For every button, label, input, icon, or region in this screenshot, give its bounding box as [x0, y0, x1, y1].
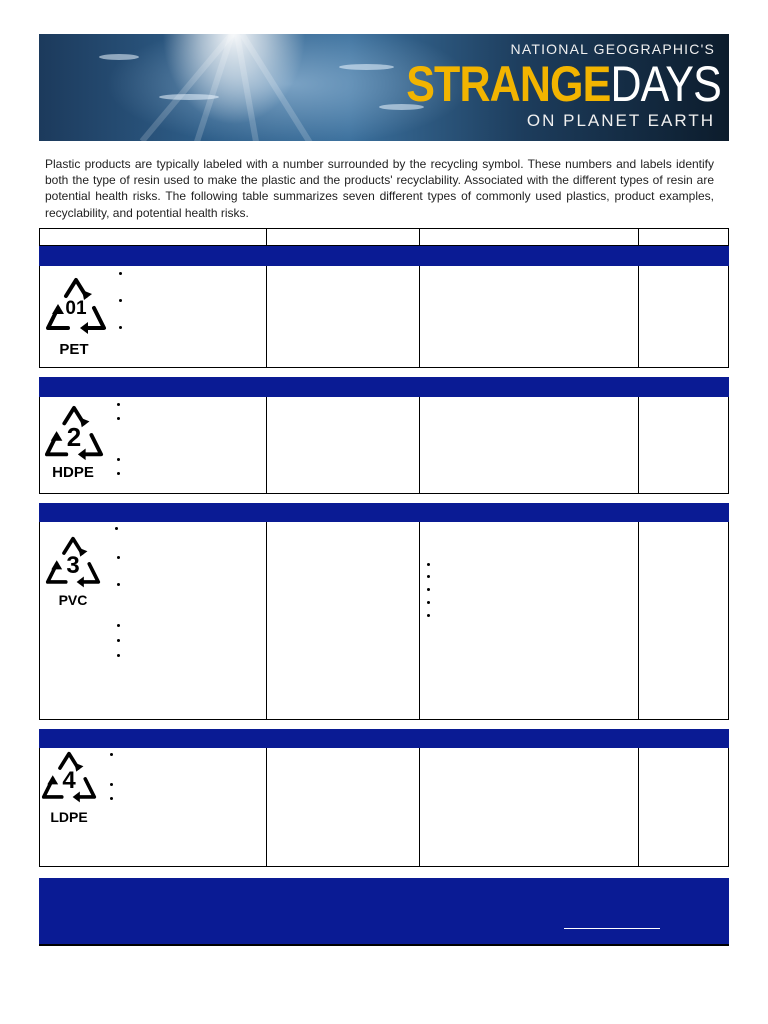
section-bar-pet — [39, 246, 729, 266]
resin-code-abbr: LDPE — [50, 809, 88, 825]
column-divider — [638, 748, 639, 866]
bullet-marker — [117, 556, 120, 559]
header-banner — [39, 34, 729, 141]
cloud-glint — [159, 94, 219, 100]
bullet-marker — [117, 583, 120, 586]
resin-code-abbr: HDPE — [52, 464, 94, 481]
column-divider — [638, 397, 639, 493]
bullet-marker — [110, 753, 113, 756]
bullet-marker — [119, 299, 122, 302]
bullet-marker — [110, 783, 113, 786]
bullet-marker — [117, 417, 120, 420]
bullet-marker — [117, 654, 120, 657]
light-ray — [140, 34, 235, 141]
resin-code-pvc — [43, 535, 103, 613]
column-divider — [266, 229, 267, 245]
column-divider — [419, 229, 420, 245]
bullet-marker — [117, 458, 120, 461]
brand-logo — [355, 42, 721, 129]
bullet-marker — [119, 326, 122, 329]
bullet-marker — [117, 403, 120, 406]
bullet-marker — [117, 472, 120, 475]
column-divider — [266, 522, 267, 719]
brand-subtitle: ON PLANET EARTH — [526, 111, 715, 130]
resin-code-abbr: PVC — [58, 592, 88, 608]
column-divider — [419, 266, 420, 367]
bullet-marker — [427, 563, 430, 566]
publisher-name: NATIONAL GEOGRAPHIC'S — [510, 41, 715, 57]
table-header-row — [39, 228, 729, 246]
resin-code-number: 01 — [65, 298, 87, 319]
resin-code-pet — [44, 276, 108, 362]
cloud-glint — [99, 54, 139, 60]
section-bar-ldpe — [39, 729, 729, 748]
resin-code-number: 2 — [66, 422, 82, 452]
section-bar-pvc — [39, 503, 729, 522]
column-divider — [266, 266, 267, 367]
column-divider — [266, 397, 267, 493]
column-divider — [638, 266, 639, 367]
section-row-pvc — [39, 522, 729, 720]
section-row-pet — [39, 266, 729, 368]
bullet-marker — [115, 527, 118, 530]
bullet-marker — [110, 797, 113, 800]
link-underline[interactable] — [564, 928, 660, 929]
resin-code-abbr: PET — [59, 341, 89, 358]
resin-code-number: 4 — [62, 767, 76, 794]
bullet-marker — [117, 639, 120, 642]
bullet-marker — [427, 614, 430, 617]
section-row-hdpe — [39, 397, 729, 494]
column-divider — [638, 522, 639, 719]
column-divider — [419, 522, 420, 719]
column-divider — [638, 229, 639, 245]
section-bar-hdpe — [39, 377, 729, 397]
column-divider — [266, 748, 267, 866]
bullet-marker — [117, 624, 120, 627]
bullet-marker — [427, 575, 430, 578]
resin-code-ldpe — [40, 750, 98, 828]
light-ray — [186, 34, 235, 141]
column-divider — [419, 748, 420, 866]
column-divider — [419, 397, 420, 493]
bullet-marker — [427, 588, 430, 591]
resin-code-number: 3 — [66, 552, 80, 579]
bullet-marker — [119, 272, 122, 275]
brand-title-days: DAYS — [610, 56, 721, 112]
brand-title — [406, 56, 721, 112]
bullet-marker — [427, 601, 430, 604]
section-row-ldpe — [39, 748, 729, 867]
brand-title-strange: STRANGE — [406, 56, 611, 112]
intro-paragraph: Plastic products are typically labeled with a number surrounded by the recycling symbol. These numbers and labels identify both the type of resin used to make the plastic and the products' recyclability. Associated with the different types of resin are potential health risks. The following table summarizes seven different types of commonly used plastics, product examples, recyclability, and potential health risks. — [45, 157, 714, 220]
resin-code-hdpe — [42, 404, 106, 488]
footer-bar — [39, 878, 729, 946]
